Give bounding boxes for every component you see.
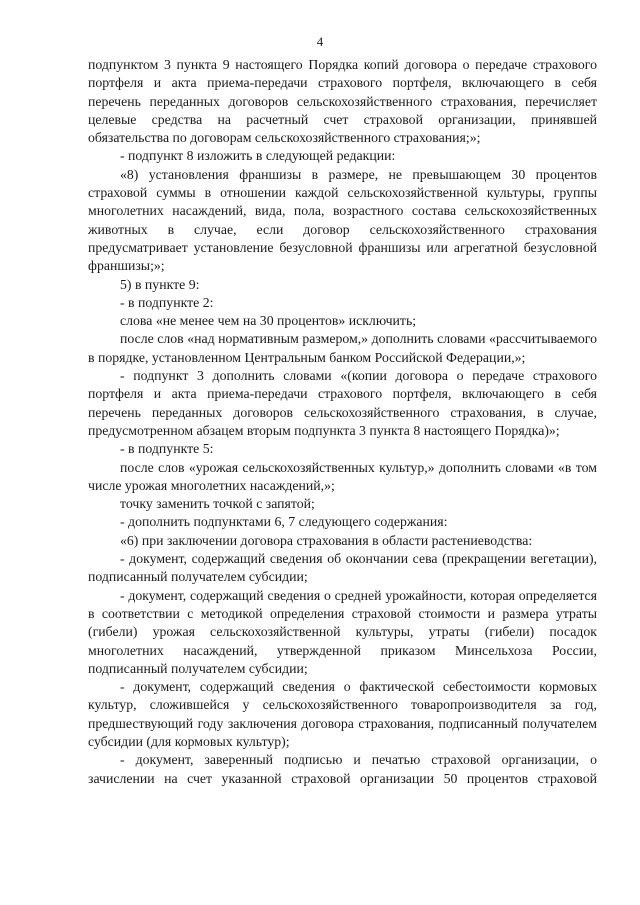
paragraph: - в подпункте 5: [120, 441, 214, 457]
paragraph: - в подпункте 2: [120, 294, 214, 310]
paragraph: «6) при заключении договора страхования в области растениеводства: [120, 532, 533, 548]
paragraph: 5) в пункте 9: [120, 276, 200, 292]
paragraph: - дополнить подпунктами 6, 7 следующего содержания: [120, 514, 448, 530]
document-body [88, 56, 597, 788]
paragraph: после слов «урожая сельскохозяйственных культур,» дополнить словами «в том числе урожая многолетних насаждений,»; [88, 459, 597, 493]
paragraph: - документ, содержащий сведения о средней урожайности, которая определяется в соответствии с методикой определения страховой стоимости и размера утраты (гибели) урожая сельскохозяйственной культуры, утраты (гибели) посадок многолетних насаждений, утвержденной приказом Минсельхоза России, подписанный получателем субсидии; [88, 587, 597, 676]
paragraph: - подпункт 3 дополнить словами «(копии договора о передаче страхового портфеля и акта приема-передачи страхового портфеля, включающего в себя перечень переданных договоров сельскохозяйственного страхования, в случае, предусмотренном абзацем вторым подпункта 3 пункта 8 настоящего Порядка)»; [88, 368, 597, 438]
paragraph: подпунктом 3 пункта 9 настоящего Порядка копий договора о передаче страхового портфеля и акта приема-передачи страхового портфеля, включающего в себя перечень переданных договоров сельскохозяйственного страхования, перечисляет целевые средства на расчетный счет страховой организации, принявшей обязательства по договорам сельскохозяйственного страхования;»; [88, 57, 597, 146]
paragraph: после слов «над нормативным размером,» дополнить словами «рассчитываемого в порядке, установленном Центральным банком Российской Федерации,»; [88, 331, 597, 365]
paragraph: - документ, заверенный подписью и печатью страховой организации, о зачислении на счет указанной страховой организации 50 процентов страховой [88, 752, 597, 786]
paragraph: точку заменить точкой с запятой; [120, 496, 315, 512]
paragraph: слова «не менее чем на 30 процентов» исключить; [120, 313, 417, 329]
paragraph: - подпункт 8 изложить в следующей редакции: [120, 148, 396, 164]
paragraph: - документ, содержащий сведения о фактической себестоимости кормовых культур, сложившейся у сельскохозяйственного товаропроизводителя за год, предшествующий году заключения договора страхования, подписанный получателем субсидии (для кормовых культур); [88, 679, 597, 749]
page-number: 4 [316, 34, 324, 49]
paragraph: «8) установления франшизы в размере, не превышающем 30 процентов страховой суммы в отношении каждой сельскохозяйственной культуры, группы многолетних насаждений, вида, пола, возрастного состава сельскохозяйственных животных в случае, если договор сельскохозяйственного страхования предусматривает установление безусловной франшизы или агрегатной безусловной франшизы;»; [88, 166, 597, 274]
paragraph: - документ, содержащий сведения об окончании сева (прекращении вегетации), подписанный получателем субсидии; [88, 551, 597, 585]
